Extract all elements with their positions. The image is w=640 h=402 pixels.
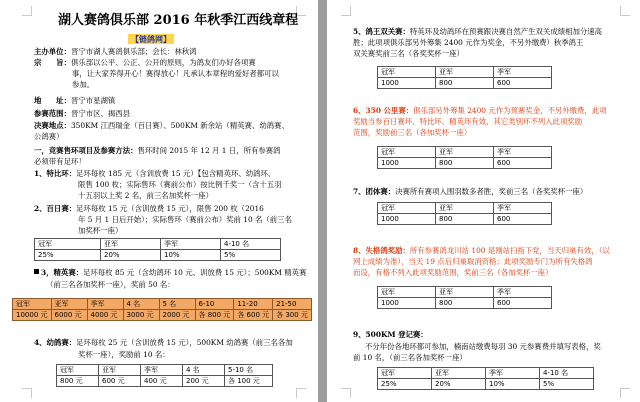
race-label: 决赛地点： xyxy=(34,121,71,130)
elite-text-1: 足环每枚 85 元（含幼鸽环 10 元、训放费 15 元）；500KM 精英赛 xyxy=(83,268,307,277)
table-row xyxy=(378,214,552,225)
table-header: 亚军 xyxy=(432,368,486,379)
registration-race-heading xyxy=(353,330,428,339)
table-header: 亚军 xyxy=(99,365,141,376)
special-ring-text-2: 限售 100 枚；实际售环（赛前公布）按比例千奖一（含十五羽 xyxy=(78,180,282,189)
table-cell: 20% xyxy=(101,250,161,261)
table-row xyxy=(378,298,552,309)
table-cell: 25% xyxy=(35,250,101,261)
organizer-line xyxy=(34,47,197,56)
table-header-row xyxy=(378,147,552,158)
table-cell: 800 xyxy=(436,78,494,89)
table-row xyxy=(378,379,594,390)
table-header: 亚军 xyxy=(436,203,494,214)
table-header: 冠军 xyxy=(378,203,436,214)
source-tag xyxy=(128,34,174,44)
pigeon-king-heading: 5、鸽王双关赛： xyxy=(353,27,410,36)
350km-heading: 6、350 公里赛： xyxy=(353,106,414,115)
table-cell: 各 800 元 xyxy=(195,310,234,321)
table-header-row xyxy=(378,287,552,298)
table-header: 冠军 xyxy=(378,287,436,298)
purpose-line-1 xyxy=(34,58,256,67)
table-header: 季军 xyxy=(161,239,221,250)
crop-mark xyxy=(22,6,32,16)
table-cell: 800 xyxy=(436,298,494,309)
table-row xyxy=(57,376,273,387)
table-header: 冠军 xyxy=(35,239,101,250)
hundred-day-text-2: 年 5 月 1 日后开始）；实际售环（赛前公布）奖前 10 名（前三名 xyxy=(78,215,292,224)
scope-value: 晋宁市区、揭西县 xyxy=(70,109,131,118)
table-cell: 600 xyxy=(494,298,552,309)
elite-prize-table xyxy=(12,298,312,321)
race-text-1: 350KM 江西瑞金（百日赛）、500KM 新余站（精英赛、幼鸽赛、 xyxy=(70,121,289,130)
section-1-heading: 一，竞赛售环项目及参赛方法： xyxy=(34,146,138,155)
special-ring-heading: 1、特比环： xyxy=(34,169,77,178)
table-header: 冠军 xyxy=(378,67,436,78)
table-cell: 6000 元 xyxy=(51,310,87,321)
crop-mark xyxy=(620,388,630,398)
table-header: 冠军 xyxy=(378,147,436,158)
table-header: 5 名 xyxy=(159,299,195,310)
young-pigeon-text-1: 足环每枚 25 元（含训放费 15 元），500KM 幼鸽赛（前三名各加 xyxy=(76,338,293,347)
table-header-row xyxy=(378,67,552,78)
table-cell: 200 元 xyxy=(183,376,225,387)
table-header: 季军 xyxy=(141,365,183,376)
document-page-1 xyxy=(0,0,318,402)
hundred-day-heading: 2、百日赛： xyxy=(34,204,77,213)
young-pigeon-heading: 4、幼鸽赛： xyxy=(34,338,77,347)
lost-pigeon-prize-table xyxy=(377,286,552,309)
page-gutter xyxy=(318,0,327,402)
table-cell: 1000 xyxy=(378,214,436,225)
pigeon-king-text-2: 胜；此项项俱乐部另外筹集 2400 元作为奖金，不另外缴费）秋季鸽王 xyxy=(353,38,584,47)
350km-text-3: 范围，奖励前三名（各加奖杯一座） xyxy=(353,128,472,137)
table-header: 季军 xyxy=(494,287,552,298)
table-header: 季军 xyxy=(494,67,552,78)
purpose-label: 宗 旨： xyxy=(34,58,71,67)
scope-label: 参赛范围： xyxy=(34,109,71,118)
table-cell: 各 600 元 xyxy=(234,310,273,321)
pigeon-king-prize-table xyxy=(377,66,552,89)
pigeon-king-line-1 xyxy=(353,27,602,36)
team-race-line xyxy=(353,187,587,196)
table-header: 4 名 xyxy=(123,299,159,310)
table-header: 冠军 xyxy=(57,365,99,376)
table-header: 6-10 xyxy=(195,299,234,310)
registration-heading-label: 9、500KM 登记赛： xyxy=(353,330,428,339)
table-cell: 800 xyxy=(436,214,494,225)
young-pigeon-text-2: 奖杯一座），奖励前 10 名： xyxy=(78,350,170,359)
organizer-label: 主办单位： xyxy=(34,47,71,56)
address-line xyxy=(34,96,115,105)
pigeon-king-text-3: 双关赛奖前三名（各奖奖杯一座） xyxy=(353,49,464,58)
table-cell: 25% xyxy=(378,379,432,390)
table-header: 亚军 xyxy=(51,299,87,310)
young-pigeon-line-1 xyxy=(34,338,293,347)
team-race-heading: 7、团体赛： xyxy=(353,187,396,196)
table-cell: 4000 元 xyxy=(87,310,123,321)
table-header: 亚军 xyxy=(101,239,161,250)
table-header: 11-20 xyxy=(234,299,273,310)
table-header: 4-10 名 xyxy=(221,239,281,250)
table-cell: 800 元 xyxy=(57,376,99,387)
hundred-day-text-1: 足环每枚 15 元（含训放费 15 元），限售 200 枚（2016 xyxy=(76,204,264,213)
registration-prize-table xyxy=(377,367,594,390)
table-cell: 1000 xyxy=(378,78,436,89)
table-header: 4-10 名 xyxy=(540,368,594,379)
address-value: 晋宁市星湖镇 xyxy=(70,96,116,105)
special-ring-line-1 xyxy=(34,169,275,178)
pigeon-king-text-1: 特英环及幼鸽环在预赛跟决赛自然产生双关成绩相加分速高 xyxy=(409,27,603,36)
table-cell: 10% xyxy=(161,250,221,261)
table-cell: 20% xyxy=(432,379,486,390)
section-1-text-2: 必须带有足环！ xyxy=(34,157,86,166)
crop-mark xyxy=(341,388,351,398)
lost-pigeon-text-1: 所有参赛鸽龙川站 100 是刚站扫指下党，当天归巢有效，（以 xyxy=(409,246,610,255)
table-header-row xyxy=(57,365,273,376)
table-header: 季军 xyxy=(494,203,552,214)
crop-mark xyxy=(620,6,630,16)
table-header: 亚军 xyxy=(436,147,494,158)
section-1-line xyxy=(34,146,281,155)
bullet-square-icon xyxy=(34,269,39,274)
elite-text-2: （前三名各加奖杯一座），奖前 50 名： xyxy=(46,280,175,289)
hundred-day-text-3: 加奖杯一座） xyxy=(78,226,123,235)
hundred-day-prize-table xyxy=(34,238,281,261)
purpose-text-2: 事，让大家养得开心！赛得放心！凡承认本章程的爱好者都可以 xyxy=(72,69,279,78)
table-header: 4 名 xyxy=(183,365,225,376)
table-cell: 1000 xyxy=(378,158,436,169)
table-row xyxy=(378,158,552,169)
table-header: 5-10 名 xyxy=(225,365,273,376)
table-header: 季军 xyxy=(87,299,123,310)
table-header: 冠军 xyxy=(13,299,52,310)
table-cell: 1000 xyxy=(378,298,436,309)
table-cell: 3000 元 xyxy=(123,310,159,321)
elite-heading: 3，精英赛： xyxy=(41,268,84,277)
document-title: 湖人赛鸽俱乐部 2016 年秋季江西线章程 xyxy=(58,13,299,28)
team-race-text: 决赛所有赛项入围羽数多者胜，奖前三名（各奖奖杯一座） xyxy=(395,187,588,196)
table-row xyxy=(13,310,312,321)
document-page-2 xyxy=(327,0,640,402)
table-cell: 600 xyxy=(494,214,552,225)
race-line-1 xyxy=(34,121,289,130)
source-tag-label: 【链鸽网】 xyxy=(128,34,174,44)
table-header: 冠军 xyxy=(378,368,432,379)
table-header: 21-50 xyxy=(273,299,312,310)
crop-mark xyxy=(22,388,32,398)
scope-line xyxy=(34,109,130,118)
table-cell: 10000 元 xyxy=(13,310,52,321)
table-header: 亚军 xyxy=(436,287,494,298)
table-cell: 10% xyxy=(486,379,540,390)
address-label: 地 址： xyxy=(34,96,71,105)
350km-prize-table xyxy=(377,146,552,169)
crop-mark xyxy=(341,6,351,16)
special-ring-text-1: 足环每枚 185 元（含训放费 15 元）【包含精英环、幼鸽环、 xyxy=(76,169,276,178)
table-cell: 各 100 元 xyxy=(225,376,273,387)
table-header: 季军 xyxy=(486,368,540,379)
table-cell: 400 元 xyxy=(141,376,183,387)
table-cell: 600 xyxy=(494,78,552,89)
table-cell: 800 xyxy=(436,158,494,169)
lost-pigeon-text-2: 网上成绩为准），当天 19 点后归巢取消资格；此项奖励专门为所有失格鸽 xyxy=(353,257,593,266)
table-row xyxy=(378,78,552,89)
table-cell: 5% xyxy=(540,379,594,390)
hundred-day-line-1 xyxy=(34,204,264,213)
table-header-row xyxy=(13,299,312,310)
table-cell: 各 300 元 xyxy=(273,310,312,321)
organizer-value: 晋宁市湖人赛鸽俱乐部；会长：林秋鸿 xyxy=(70,47,197,56)
350km-text-2: 奖励当参百日赛环、特比环、精英环有效，其它类别环不列入此项奖励 xyxy=(353,117,583,126)
table-header-row xyxy=(35,239,281,250)
elite-line-1 xyxy=(34,268,306,277)
table-cell: 600 xyxy=(494,158,552,169)
lost-pigeon-heading: 8、失格鸽奖励： xyxy=(353,246,410,255)
registration-text-1: 不分年份各地环都可参加，楠南站缴费每羽 30 元参赛费并填写表格，奖 xyxy=(365,342,601,351)
purpose-text-1: 俱乐部以公平、公正、公开的原则，为鸽友们办好各项赛 xyxy=(70,58,256,67)
crop-mark xyxy=(296,388,306,398)
table-cell: 600 元 xyxy=(99,376,141,387)
table-cell: 5% xyxy=(221,250,281,261)
table-header: 亚军 xyxy=(436,67,494,78)
young-pigeon-prize-table xyxy=(56,364,273,387)
team-race-prize-table xyxy=(377,202,552,225)
race-text-2: 公鸽赛） xyxy=(34,132,64,141)
table-header-row xyxy=(378,368,594,379)
350km-line-1 xyxy=(353,106,607,115)
purpose-text-3: 参加。 xyxy=(72,80,95,89)
section-1-text-1: 售环时间 2015 年 12 月 1 日，所有参赛鸽 xyxy=(137,146,281,155)
lost-pigeon-line-1 xyxy=(353,246,610,255)
table-header-row xyxy=(378,203,552,214)
lost-pigeon-text-3: 而设，有格不列入此项奖励范围，奖前三名（各加奖杯一座） xyxy=(353,268,553,277)
table-row xyxy=(35,250,281,261)
table-header: 季军 xyxy=(494,147,552,158)
registration-text-2: 前 10 名，（前三名各加奖杯一座） xyxy=(353,353,467,362)
350km-text-1: 俱乐部另外筹集 2400 元作为预赛奖金，不另外缴费，此项 xyxy=(413,106,607,115)
special-ring-text-3: 十五羽以上奖 2 名，前三名加奖杯一座） xyxy=(78,191,214,200)
table-cell: 2000 元 xyxy=(159,310,195,321)
